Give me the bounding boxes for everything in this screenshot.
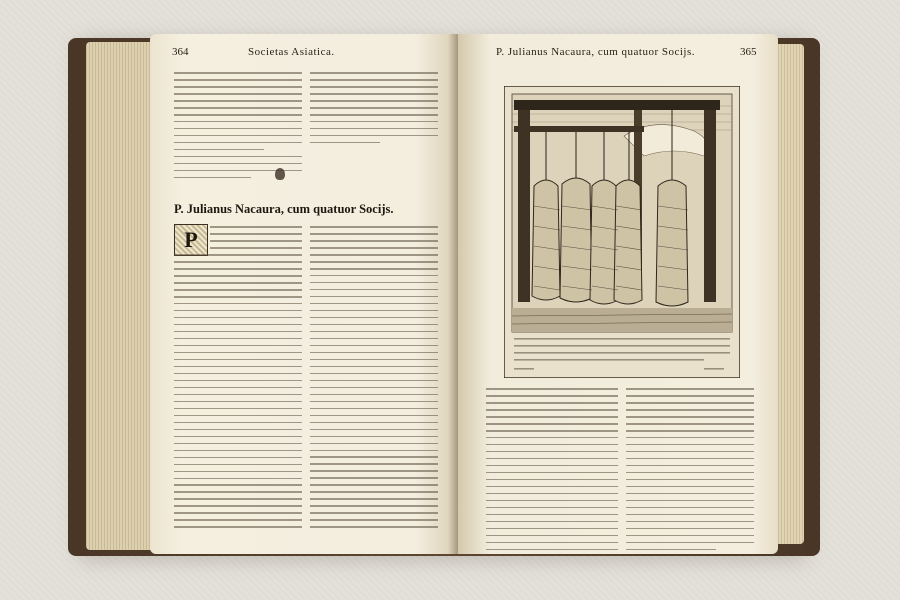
- printer-ornament: [275, 168, 285, 180]
- right-body-column-1: [486, 388, 618, 554]
- left-top-column-2: [310, 72, 438, 149]
- left-running-head: Societas Asiatica.: [248, 46, 335, 58]
- martyrdom-engraving: [504, 86, 740, 378]
- right-page-number: 365: [740, 46, 757, 58]
- section-heading: P. Julianus Nacaura, cum quatuor Socijs.: [174, 202, 394, 216]
- left-page-number: 364: [172, 46, 189, 58]
- page-block-left: [86, 42, 160, 550]
- left-body-column-1-indent: [210, 226, 302, 254]
- left-body-column-1: [174, 254, 302, 533]
- right-page: [458, 34, 778, 554]
- right-running-head: P. Julianus Nacaura, cum quatuor Socijs.: [496, 46, 696, 58]
- decorated-initial: P: [174, 224, 208, 256]
- left-body-column-2: [310, 226, 438, 533]
- left-page: [150, 34, 462, 554]
- left-top-column-1: [174, 72, 302, 184]
- right-body-column-2: [626, 388, 754, 554]
